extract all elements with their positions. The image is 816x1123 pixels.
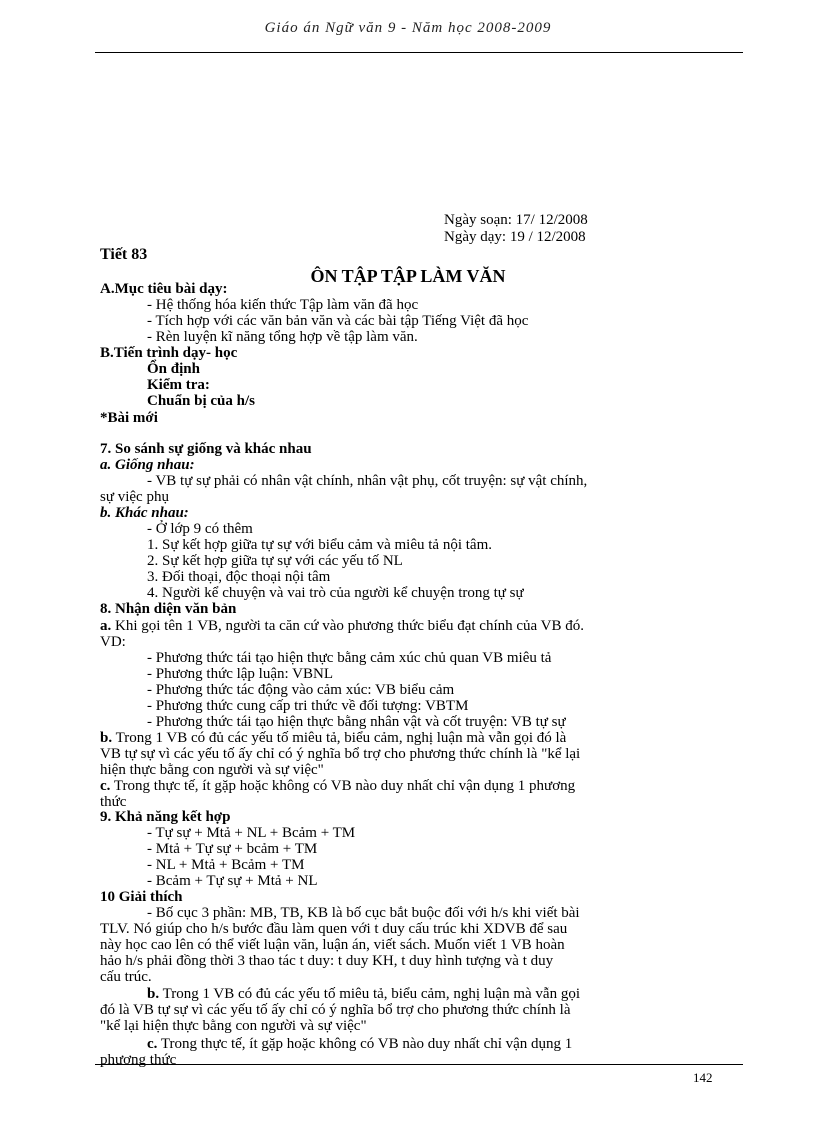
body-line: 2. Sự kết hợp giữa tự sự với các yếu tố NL: [147, 553, 403, 569]
body-line: *Bài mới: [100, 410, 158, 426]
body-line: - Tự sự + Mtả + NL + Bcảm + TM: [147, 825, 356, 841]
body-line: a. Giống nhau:: [100, 457, 195, 473]
body-line: - Mtả + Tự sự + bcảm + TM: [147, 841, 318, 857]
body-line: Kiểm tra:: [147, 377, 210, 393]
body-line: VB tự sự vì các yếu tố ấy chỉ có ý nghĩa bổ trợ cho phương thức chính là "kể lại: [100, 746, 581, 762]
body-line: 7. So sánh sự giống và khác nhau: [100, 441, 312, 457]
body-line: cấu trúc.: [100, 969, 152, 985]
body-line: - NL + Mtả + Bcảm + TM: [147, 857, 305, 873]
lesson-title: ÔN TẬP TẬP LÀM VĂN: [310, 266, 506, 286]
body-line: - Hệ thống hóa kiến thức Tập làm văn đã học: [147, 297, 419, 313]
body-line: b. Trong 1 VB có đủ các yếu tố miêu tả, biểu cảm, nghị luận mà vẫn gọi đó là: [100, 730, 567, 746]
body-line: thức: [100, 794, 127, 810]
body-line: b. Khác nhau:: [100, 505, 189, 521]
body-line: c. Trong thực tế, ít gặp hoặc không có VB nào duy nhất chỉ vận dụng 1: [147, 1036, 573, 1052]
page-number: 142: [693, 1070, 713, 1085]
item-marker: c.: [100, 778, 111, 794]
body-line: Ổn định: [147, 361, 200, 377]
body-line: - Phương thức cung cấp tri thức về đối tượng: VBTM: [147, 698, 469, 714]
body-line: này học cao lên có thể viết luận văn, luận án, viết sách. Muốn viết 1 VB hoàn: [100, 937, 565, 953]
body-line: - Bố cục 3 phần: MB, TB, KB là bố cục bắt buộc đối với h/s khi viết bài: [147, 905, 580, 921]
body-line: 1. Sự kết hợp giữa tự sự với biểu cảm và miêu tả nội tâm.: [147, 537, 492, 553]
body-line: "kể lại hiện thực bằng con người và sự việc": [100, 1018, 367, 1034]
body-line: - VB tự sự phải có nhân vật chính, nhân vật phụ, cốt truyện: sự vật chính,: [147, 473, 588, 489]
body-line: sự việc phụ: [100, 489, 169, 505]
body-line: c. Trong thực tế, ít gặp hoặc không có VB nào duy nhất chỉ vận dụng 1 phương: [100, 778, 576, 794]
header-rule: [95, 52, 743, 53]
prep-date: Ngày soạn: 17/ 12/2008: [444, 212, 588, 228]
footer-rule: [95, 1064, 743, 1065]
body-line: 3. Đối thoại, độc thoại nội tâm: [147, 569, 331, 585]
body-line: VD:: [100, 634, 126, 650]
body-line: - Phương thức tái tạo hiện thực bằng cảm xúc chủ quan VB miêu tả: [147, 650, 552, 666]
teach-date: Ngày dạy: 19 / 12/2008: [444, 229, 586, 245]
body-line: B.Tiến trình dạy- học: [100, 345, 238, 361]
body-line: TLV. Nó giúp cho h/s bước đầu làm quen với t duy cấu trúc khi XDVB để sau: [100, 921, 568, 937]
body-line: - Phương thức lập luận: VBNL: [147, 666, 333, 682]
body-line: 4. Người kể chuyện và vai trò của người kể chuyện trong tự sự: [147, 585, 524, 601]
body-line: - Phương thức tái tạo hiện thực bằng nhân vật và cốt truyện: VB tự sự: [147, 714, 566, 730]
body-line: đó là VB tự sự vì các yếu tố ấy chỉ có ý nghĩa bổ trợ cho phương thức chính là: [100, 1002, 571, 1018]
body-line: 9. Khả năng kết hợp: [100, 809, 231, 825]
body-line: hảo h/s phải đồng thời 3 thao tác t duy: t duy KH, t duy hình tượng và t duy: [100, 953, 554, 969]
body-line: phương thức: [100, 1052, 177, 1068]
body-line: hiện thực bằng con người và sự việc": [100, 762, 324, 778]
page-header: Giáo án Ngữ văn 9 - Năm học 2008-2009: [264, 20, 552, 36]
item-marker: b.: [100, 730, 113, 746]
body-line: Chuẩn bị của h/s: [147, 393, 255, 409]
body-line: a. Khi gọi tên 1 VB, người ta căn cứ vào phương thức biểu đạt chính của VB đó.: [100, 618, 584, 634]
body-line: - Rèn luyện kĩ năng tổng hợp về tập làm văn.: [147, 329, 418, 345]
body-line: b. Trong 1 VB có đủ các yếu tố miêu tả, biểu cảm, nghị luận mà vẫn gọi: [147, 986, 580, 1002]
item-marker: a.: [100, 618, 112, 634]
item-marker: b.: [147, 986, 160, 1002]
body-line: - Ở lớp 9 có thêm: [147, 521, 253, 537]
body-line: 10 Giải thích: [100, 889, 183, 905]
body-line: A.Mục tiêu bài dạy:: [100, 281, 228, 297]
item-marker: c.: [147, 1036, 158, 1052]
body-line: - Phương thức tác động vào cảm xúc: VB biểu cảm: [147, 682, 455, 698]
lesson-number: Tiết 83: [100, 246, 148, 263]
body-line: 8. Nhận diện văn bản: [100, 601, 237, 617]
body-line: - Bcảm + Tự sự + Mtả + NL: [147, 873, 318, 889]
body-line: - Tích hợp với các văn bản văn và các bài tập Tiếng Việt đã học: [147, 313, 529, 329]
